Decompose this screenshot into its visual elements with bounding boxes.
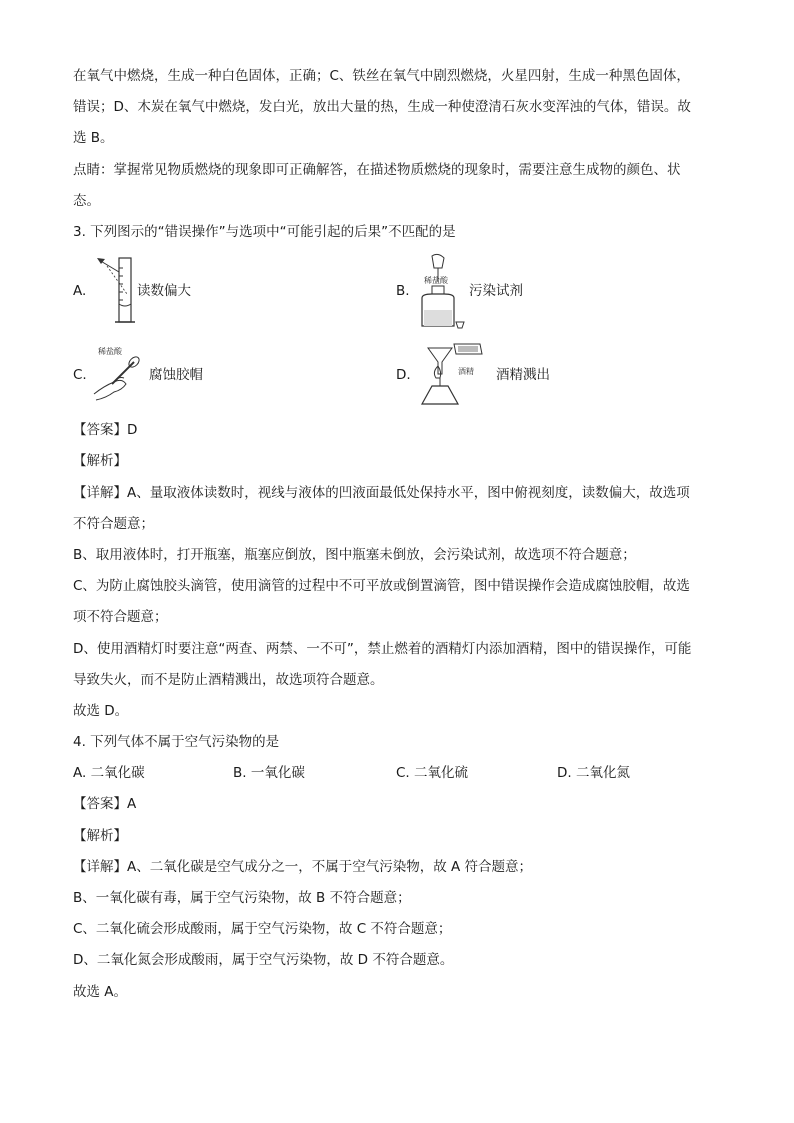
q3-option-b-result: 污染试剂: [469, 283, 523, 299]
question-3-stem: 3. 下列图示的“错误操作”与选项中“可能引起的后果”不匹配的是: [73, 224, 456, 240]
q4-option-c: C. 二氧化硫: [396, 765, 469, 781]
q3-detail-line: 项不符合题意；: [73, 609, 168, 625]
q4-option-b: B. 一氧化碳: [233, 765, 305, 781]
alcohol-lamp-figure: [418, 338, 492, 412]
q3-option-d-figure-text: 酒精: [458, 367, 474, 376]
q3-detail-line: 【详解】A、量取液体读数时，视线与液体的凹液面最低处保持水平，图中俯视刻度，读数偏大，故选项: [73, 485, 690, 501]
tip-line: 态。: [73, 193, 100, 209]
q4-detail-line: C、二氧化硫会形成酸雨，属于空气污染物，故 C 不符合题意；: [73, 921, 452, 937]
q3-detail-line: D、使用酒精灯时要注意“两查、两禁、一不可”，禁止燃着的酒精灯内添加酒精，图中的错误操作，可能: [73, 641, 692, 657]
q3-option-a-letter: A.: [73, 283, 87, 299]
q4-option-a: A. 二氧化碳: [73, 765, 145, 781]
question-4-stem: 4. 下列气体不属于空气污染物的是: [73, 734, 280, 750]
q3-option-c-figure-text: 稀盐酸: [98, 347, 122, 356]
reagent-bottle-figure: [410, 252, 466, 332]
q3-detail-line: 故选 D。: [73, 703, 129, 719]
q3-detail-line: C、为防止腐蚀胶头滴管，使用滴管的过程中不可平放或倒置滴管，图中错误操作会造成腐蚀胶帽，故选: [73, 578, 690, 594]
q4-answer: 【答案】A: [73, 796, 137, 812]
q3-option-c-result: 腐蚀胶帽: [149, 367, 203, 383]
q3-detail-line: B、取用液体时，打开瓶塞，瓶塞应倒放，图中瓶塞未倒放，会污染试剂，故选项不符合题意；: [73, 547, 636, 563]
paragraph-line: 选 B。: [73, 130, 114, 146]
q3-option-a-result: 读数偏大: [137, 283, 191, 299]
q3-detail-line: 导致失火，而不是防止酒精溅出，故选项符合题意。: [73, 672, 384, 688]
q4-detail-line: B、一氧化碳有毒，属于空气污染物，故 B 不符合题意；: [73, 890, 411, 906]
q3-detail-line: 不符合题意；: [73, 516, 154, 532]
q3-option-d-result: 酒精溅出: [496, 367, 550, 383]
q4-option-d: D. 二氧化氮: [557, 765, 630, 781]
q4-analysis-title: 【解析】: [73, 828, 127, 844]
q3-option-b-letter: B.: [396, 283, 410, 299]
q3-option-c-letter: C.: [73, 367, 87, 383]
q3-answer: 【答案】D: [73, 422, 138, 438]
paragraph-line: 在氧气中燃烧，生成一种白色固体，正确；C、铁丝在氧气中剧烈燃烧，火星四射，生成一种黑色固体，: [73, 68, 690, 84]
paragraph-line: 错误；D、木炭在氧气中燃烧，发白光，放出大量的热，生成一种使澄清石灰水变浑浊的气体，错误。故: [73, 99, 691, 115]
q4-detail-line: 故选 A。: [73, 984, 128, 1000]
q3-option-d-letter: D.: [396, 367, 411, 383]
q4-detail-line: D、二氧化氮会形成酸雨，属于空气污染物，故 D 不符合题意。: [73, 952, 454, 968]
dropper-figure: [88, 342, 148, 404]
q3-analysis-title: 【解析】: [73, 453, 127, 469]
q4-detail-line: 【详解】A、二氧化碳是空气成分之一，不属于空气污染物，故 A 符合题意；: [73, 859, 533, 875]
graduated-cylinder-figure: [93, 254, 143, 328]
q3-option-b-figure-text: 稀盐酸: [424, 276, 448, 285]
tip-line: 点睛：掌握常见物质燃烧的现象即可正确解答，在描述物质燃烧的现象时，需要注意生成物的颜色、状: [73, 162, 681, 178]
